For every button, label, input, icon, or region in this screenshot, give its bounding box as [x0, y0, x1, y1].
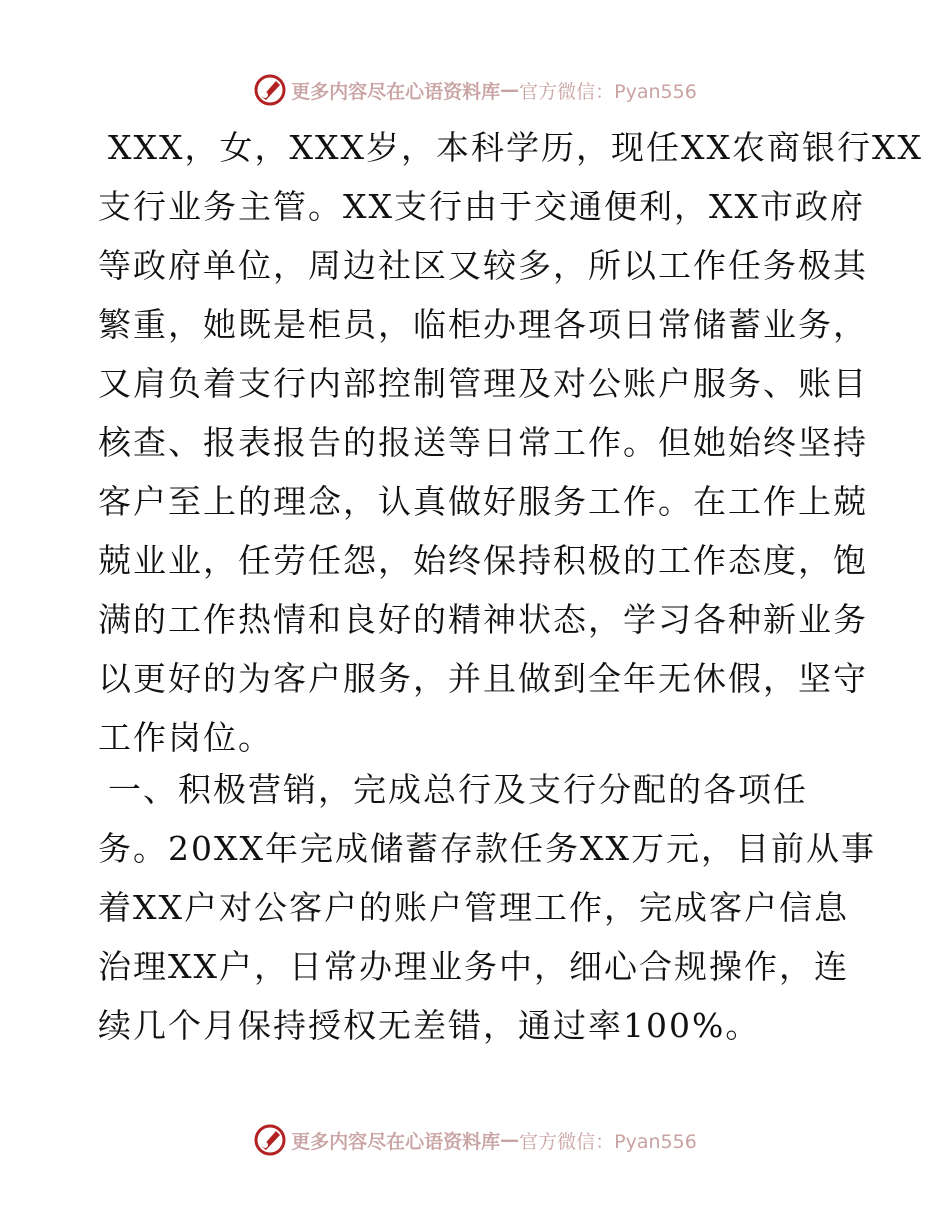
footer-banner	[0, 1120, 950, 1160]
pen-logo-icon	[253, 1123, 287, 1157]
header-site-text: 更多内容尽在心语资料库	[291, 80, 501, 103]
footer-separator: —	[500, 1129, 520, 1151]
paragraph-line: 支行业务主管。XX支行由于交通便利，XX市政府	[98, 187, 865, 226]
paragraph-1	[98, 118, 923, 767]
paragraph-line: 工作岗位。	[98, 718, 273, 757]
pen-logo-icon	[253, 73, 287, 107]
paragraph-2	[98, 760, 878, 1055]
paragraph-line: 续几个月保持授权无差错，通过率100%。	[98, 1006, 761, 1045]
paragraph-line: 又肩负着支行内部控制管理及对公账户服务、账目	[98, 364, 868, 403]
paragraph-line: 治理XX户，日常办理业务中，细心合规操作，连	[98, 947, 849, 986]
paragraph-line: 以更好的为客户服务，并且做到全年无休假，坚守	[98, 659, 868, 698]
paragraph-line: XXX，女，XXX岁，本科学历，现任XX农商银行XX	[108, 128, 923, 167]
footer-wechat-text: 官方微信：Pyan556	[519, 1130, 697, 1153]
section-heading-line: 一、积极营销，完成总行及支行分配的各项任	[108, 770, 808, 809]
paragraph-line: 着XX户对公客户的账户管理工作，完成客户信息	[98, 888, 849, 927]
paragraph-line: 客户至上的理念，认真做好服务工作。在工作上兢	[98, 482, 868, 521]
paragraph-line: 核查、报表报告的报送等日常工作。但她始终坚持	[98, 423, 868, 462]
footer-site-text: 更多内容尽在心语资料库	[291, 1130, 501, 1153]
paragraph-line: 兢业业，任劳任怨，始终保持积极的工作态度，饱	[98, 541, 868, 580]
paragraph-line: 务。20XX年完成储蓄存款任务XX万元，目前从事	[98, 829, 876, 868]
header-wechat-text: 官方微信：Pyan556	[519, 80, 697, 103]
header-banner	[0, 70, 950, 110]
header-separator: —	[500, 79, 520, 101]
paragraph-line: 繁重，她既是柜员，临柜办理各项日常储蓄业务，	[98, 305, 868, 344]
paragraph-line: 等政府单位，周边社区又较多，所以工作任务极其	[98, 246, 868, 285]
paragraph-line: 满的工作热情和良好的精神状态，学习各种新业务	[98, 600, 868, 639]
